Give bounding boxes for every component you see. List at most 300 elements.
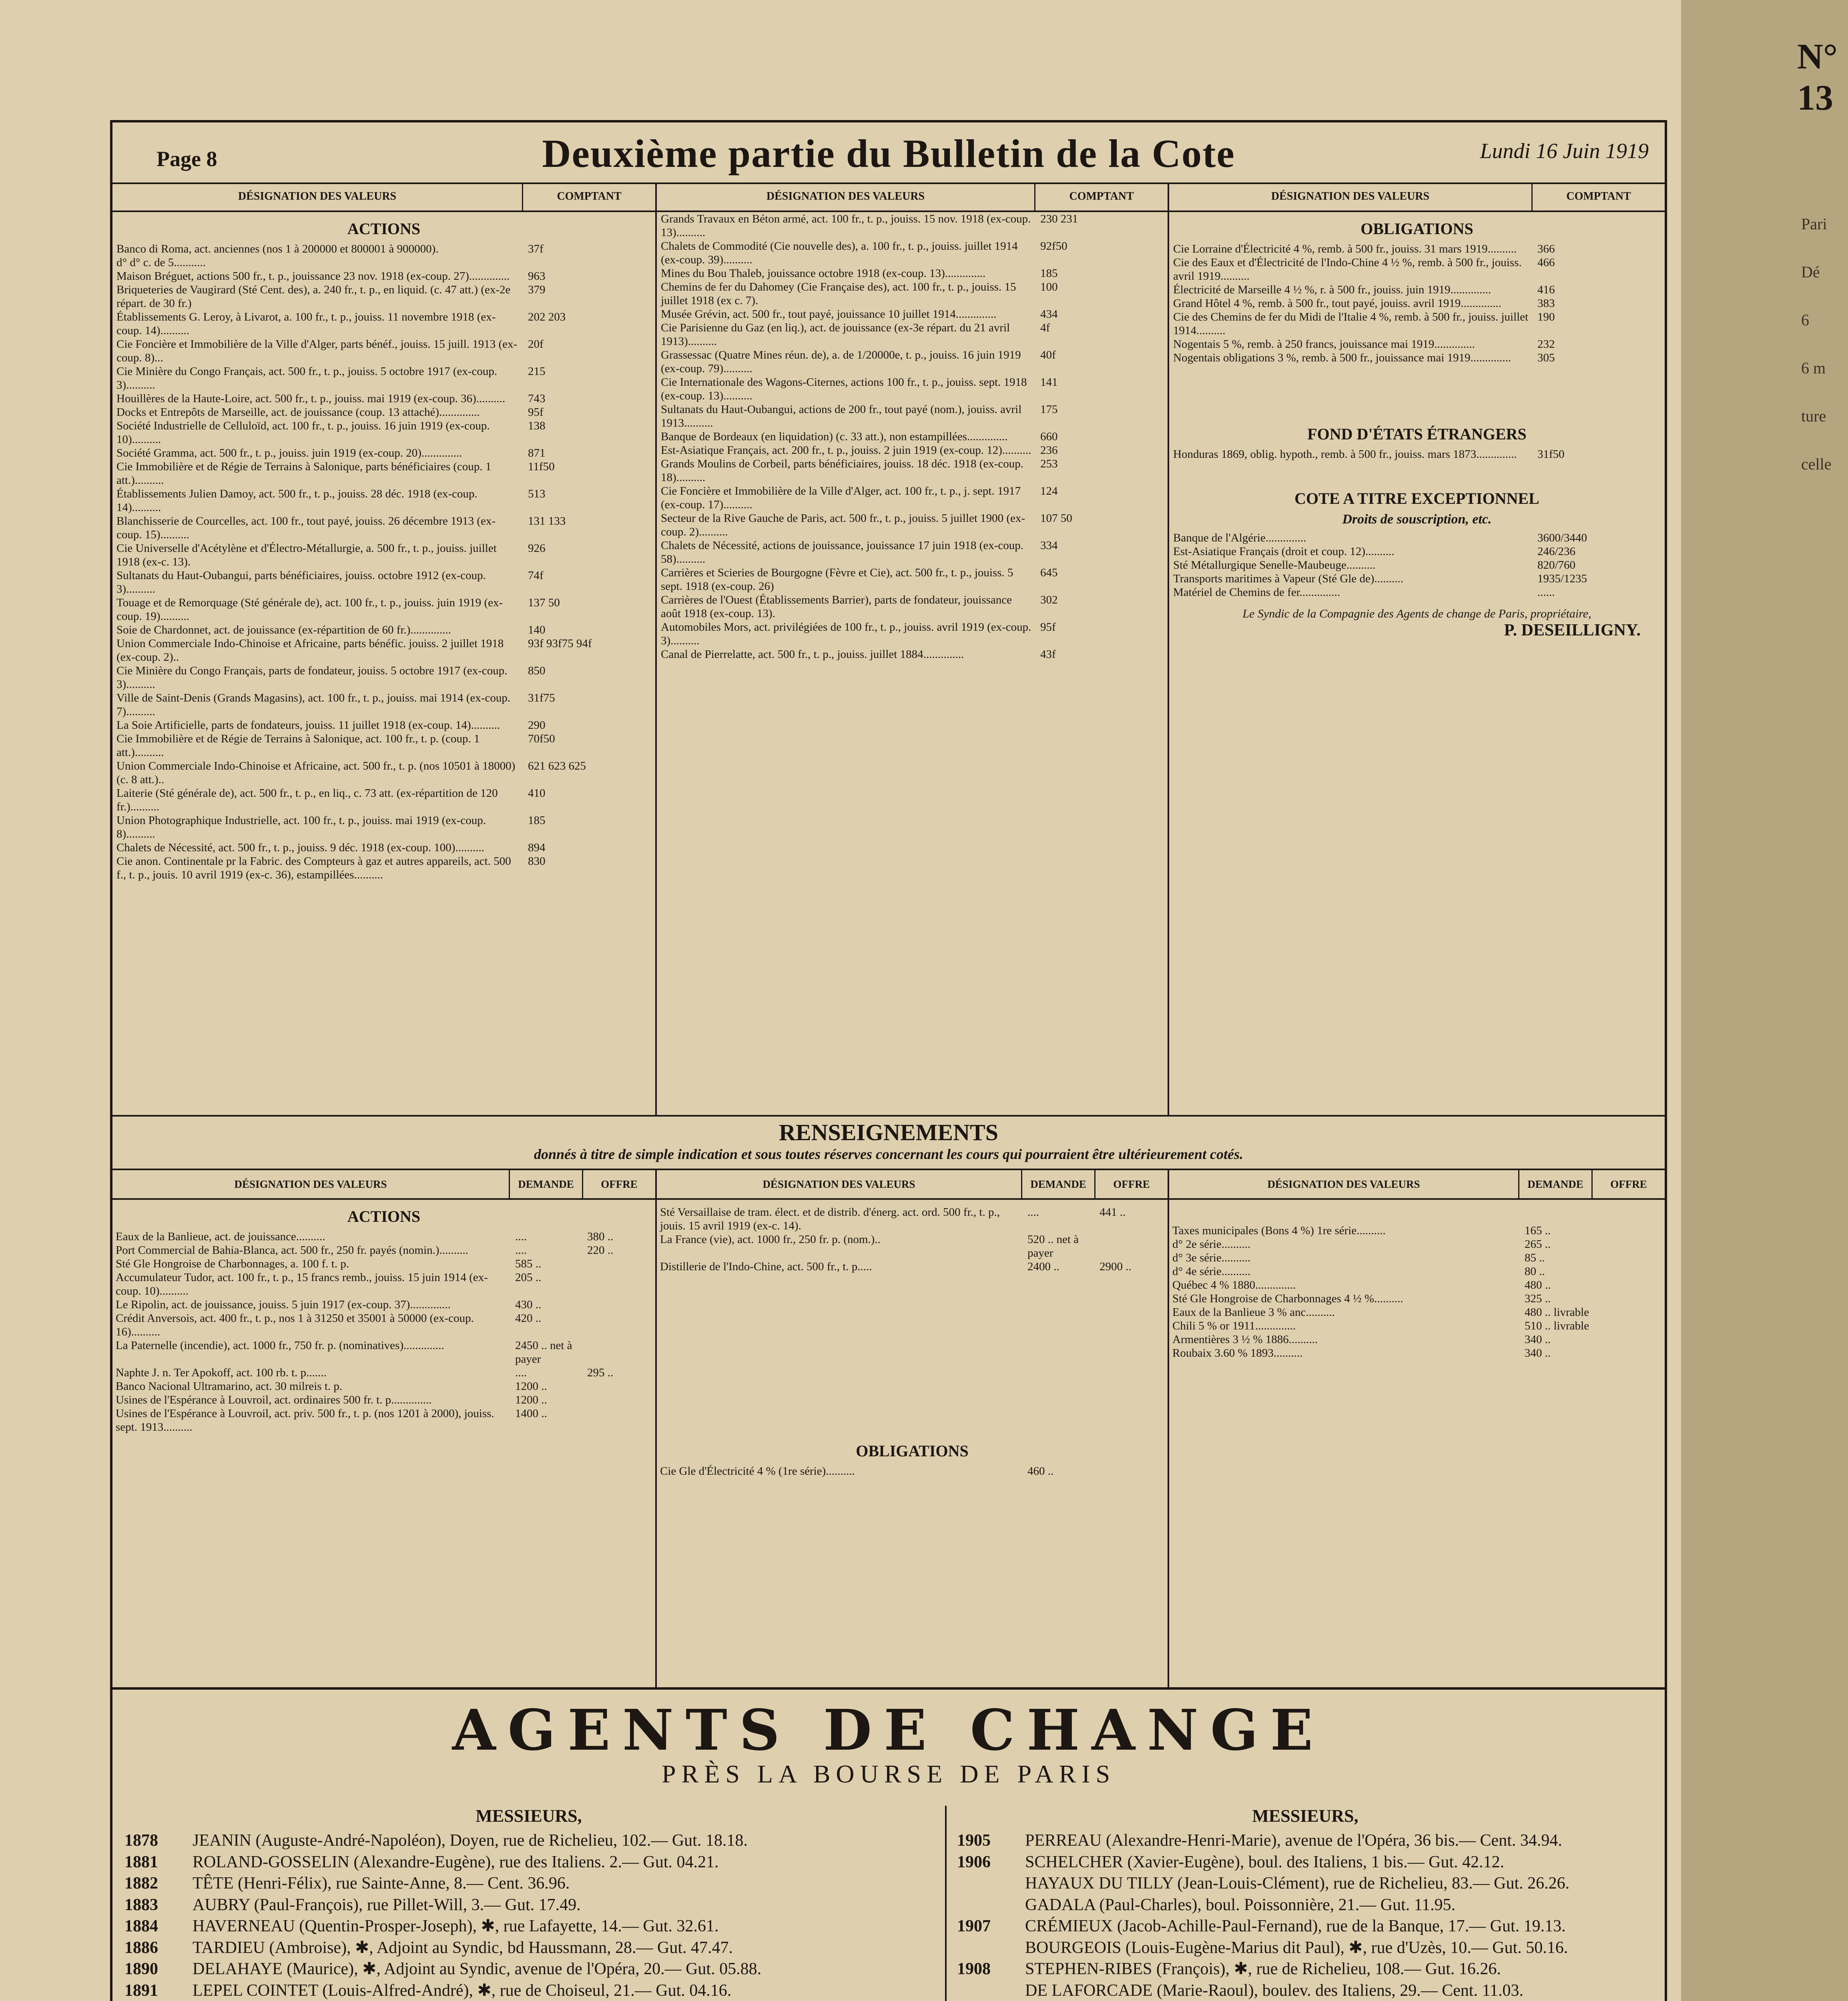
value-row bbox=[657, 457, 1168, 484]
value-designation: Cie Immobilière et de Régie de Terrains à Salonique, parts bénéficiaires (coup. 1 att.).......... bbox=[116, 460, 492, 487]
cote-column-3 bbox=[1169, 182, 1665, 1115]
value-list bbox=[112, 242, 655, 882]
value-price: 31f75 bbox=[528, 692, 555, 704]
agent-details: SCHELCHER (Xavier-Eugène), boul. des Italiens, 1 bis.— Gut. 42.12. bbox=[1025, 1853, 1505, 1871]
value-designation: Grand Hôtel 4 %, remb. à 500 fr., tout payé, jouiss. avril 1919.............. bbox=[1173, 297, 1501, 310]
column-header bbox=[112, 182, 655, 212]
adjacent-page-fragments bbox=[1801, 200, 1845, 800]
value-price: 820/760 bbox=[1537, 559, 1576, 571]
value-designation: Cie Immobilière et de Régie de Terrains à Salonique, act. 100 fr., t. p. (coup. 1 att.).......... bbox=[116, 732, 480, 759]
offre-value: 295 .. bbox=[587, 1366, 614, 1379]
demande-value: 585 .. bbox=[515, 1257, 542, 1270]
section-title-actions: ACTIONS bbox=[347, 220, 421, 238]
renseignement-row bbox=[1169, 1305, 1665, 1319]
demande-value: 430 .. bbox=[515, 1298, 542, 1311]
value-designation: Banque de l'Algérie.............. bbox=[1173, 531, 1306, 544]
agent-details: STEPHEN-RIBES (François), ✱, rue de Richelieu, 108.— Gut. 16.26. bbox=[1025, 1960, 1501, 1978]
value-designation: Québec 4 % 1880.............. bbox=[1172, 1279, 1296, 1291]
value-row bbox=[112, 460, 655, 487]
value-designation: Matériel de Chemins de fer.............. bbox=[1173, 586, 1340, 599]
section-title-etrangers: FOND D'ÉTATS ÉTRANGERS bbox=[1307, 425, 1527, 443]
value-designation: Est-Asiatique Français (droit et coup. 12).......... bbox=[1173, 545, 1395, 558]
agent-year bbox=[953, 1980, 1025, 2001]
renseignements-title: RENSEIGNEMENTS bbox=[779, 1119, 998, 1145]
renseignement-row bbox=[112, 1271, 655, 1298]
demande-value: 165 .. bbox=[1525, 1224, 1551, 1237]
demande-value: 80 .. bbox=[1525, 1265, 1545, 1278]
value-row bbox=[112, 283, 655, 310]
value-designation: Sté Versaillaise de tram. élect. et de distrib. d'énerg. act. ord. 500 fr., t. p., jouis. 15 avril 1919 (ex-c. 14). bbox=[660, 1206, 1000, 1232]
value-list bbox=[1169, 1224, 1665, 1360]
value-designation: Automobiles Mors, act. privilégiées de 100 fr., t. p., jouiss. avril 1919 (ex-coup. 3).......... bbox=[661, 621, 1031, 647]
value-designation: Taxes municipales (Bons 4 %) 1re série.......... bbox=[1172, 1224, 1386, 1237]
renseignement-row bbox=[657, 1260, 1168, 1273]
agents-list bbox=[953, 1830, 1657, 2001]
value-row bbox=[112, 405, 655, 419]
value-designation: La Soie Artificielle, parts de fondateurs, jouiss. 11 juillet 1918 (ex-coup. 14).......... bbox=[116, 719, 500, 732]
value-designation: Établissements G. Leroy, à Livarot, a. 100 fr., t. p., jouiss. 11 novembre 1918 (ex-coup. 14).......... bbox=[116, 311, 496, 337]
value-price: 466 bbox=[1537, 256, 1555, 269]
value-row bbox=[112, 487, 655, 514]
value-price: 140 bbox=[528, 624, 546, 636]
value-price: 92f50 bbox=[1040, 240, 1067, 253]
value-row bbox=[112, 596, 655, 623]
value-price: 43f bbox=[1040, 648, 1056, 661]
value-row bbox=[1169, 585, 1665, 599]
agent-year: 1882 bbox=[124, 1874, 158, 1893]
agent-details: DE LAFORCADE (Marie-Raoul), boulev. des Italiens, 29.— Cent. 11.03. bbox=[1025, 1981, 1524, 2000]
agent-year: 1884 bbox=[124, 1917, 158, 1935]
designation-header: DÉSIGNATION DES VALEURS bbox=[238, 190, 397, 203]
value-price: 232 bbox=[1537, 338, 1555, 351]
value-designation: Établissements Julien Damoy, act. 500 fr., t. p., jouiss. 28 déc. 1918 (ex-coup. 14).......... bbox=[116, 487, 478, 514]
adjacent-page-edge bbox=[1681, 0, 1848, 2001]
value-price: 366 bbox=[1537, 243, 1555, 255]
value-row bbox=[112, 732, 655, 759]
offre-value: 380 .. bbox=[587, 1230, 614, 1243]
agent-year: 1881 bbox=[124, 1853, 158, 1871]
renseignements-column-2 bbox=[657, 1169, 1169, 1689]
agent-year: 1883 bbox=[124, 1895, 158, 1914]
agent-entry bbox=[953, 1916, 1657, 1937]
value-designation: Canal de Pierrelatte, act. 500 fr., t. p., jouiss. juillet 1884.............. bbox=[661, 648, 964, 661]
value-row bbox=[112, 569, 655, 596]
value-row bbox=[112, 392, 655, 405]
value-designation: Laiterie (Sté générale de), act. 500 fr., t. p., en liq., c. 73 att. (ex-répartition de 120 fr.).......... bbox=[116, 787, 498, 813]
column-header bbox=[1169, 182, 1665, 212]
offre-value bbox=[583, 1339, 655, 1366]
renseignement-row bbox=[112, 1339, 655, 1366]
demande-value: 480 .. bbox=[1525, 1279, 1551, 1291]
value-designation: Société Gramma, act. 500 fr., t. p., jouiss. juin 1919 (ex-coup. 20).............. bbox=[116, 447, 462, 459]
value-price: 141 bbox=[1040, 376, 1058, 389]
value-row bbox=[112, 269, 655, 283]
value-designation: Chalets de Nécessité, actions de jouissance, jouissance 17 juin 1918 (ex-coup. 58).......... bbox=[661, 539, 1024, 565]
value-designation: Cie anon. Continentale pr la Fabric. des Compteurs à gaz et autres appareils, act. 500 f., t. p., jouis. 10 avril 1919 (ex-c. 36), estampillées.......... bbox=[116, 855, 511, 881]
value-row bbox=[1169, 310, 1665, 337]
value-price: 305 bbox=[1537, 351, 1555, 364]
value-price: 107 50 bbox=[1040, 512, 1072, 525]
value-row bbox=[112, 310, 655, 337]
value-designation: d° 3e série.......... bbox=[1172, 1251, 1251, 1264]
messieurs-heading: MESSIEURS, bbox=[476, 1806, 582, 1826]
demande-value: 460 .. bbox=[1027, 1465, 1054, 1478]
agent-details: GADALA (Paul-Charles), boul. Poissonnière, 21.— Gut. 11.95. bbox=[1025, 1895, 1456, 1914]
value-price: 894 bbox=[528, 841, 546, 854]
value-price: 850 bbox=[528, 664, 546, 677]
agent-entry bbox=[953, 1980, 1657, 2001]
agent-year bbox=[953, 1937, 1025, 1959]
value-row bbox=[657, 348, 1168, 375]
value-designation: Carrières de l'Ouest (Établissements Barrier), parts de fondateur, jouissance août 1918 (ex-coup. 13). bbox=[661, 593, 1012, 620]
value-designation: Cie Universelle d'Acétylène et d'Électro-Métallurgie, a. 500 fr., t. p., jouiss. juillet 1918 (ex-c. 13). bbox=[116, 542, 497, 568]
agent-details: HAVERNEAU (Quentin-Prosper-Joseph), ✱, rue Lafayette, 14.— Gut. 32.61. bbox=[193, 1917, 719, 1935]
value-row bbox=[1169, 558, 1665, 572]
value-row bbox=[1169, 572, 1665, 585]
agent-year: 1890 bbox=[124, 1960, 158, 1978]
value-designation: Carrières et Scieries de Bourgogne (Fèvre et Cie), act. 500 fr., t. p., jouiss. 5 sept. 1918 (ex-coup. 26) bbox=[661, 566, 1013, 593]
demande-value: 480 .. livrable bbox=[1525, 1306, 1589, 1319]
value-price: 74f bbox=[528, 569, 544, 582]
offre-value bbox=[583, 1271, 655, 1298]
agent-details: DELAHAYE (Maurice), ✱, Adjoint au Syndic, avenue de l'Opéra, 20.— Gut. 05.88. bbox=[193, 1960, 762, 1978]
value-price: 185 bbox=[528, 814, 546, 827]
offre-value: 2900 .. bbox=[1100, 1260, 1132, 1273]
value-list bbox=[657, 1205, 1168, 1273]
renseignements-column-1 bbox=[112, 1169, 657, 1689]
offre-header: OFFRE bbox=[1094, 1170, 1168, 1198]
renseignement-row bbox=[1169, 1265, 1665, 1278]
value-designation: Cie Parisienne du Gaz (en liq.), act. de jouissance (ex-3e répart. du 21 avril 1913).......... bbox=[661, 321, 1010, 348]
value-price: 926 bbox=[528, 542, 546, 555]
demande-value: 205 .. bbox=[515, 1271, 542, 1284]
value-designation: Union Commerciale Indo-Chinoise et Africaine, act. 500 fr., t. p. (nos 10501 à 18000) (c. 8 att.).. bbox=[116, 760, 516, 786]
value-price: ...... bbox=[1537, 586, 1555, 599]
value-row bbox=[1169, 531, 1665, 545]
value-price: 230 231 bbox=[1040, 213, 1078, 225]
value-price: 31f50 bbox=[1537, 448, 1565, 461]
value-row bbox=[112, 419, 655, 446]
renseignement-row bbox=[112, 1407, 655, 1434]
value-row bbox=[657, 443, 1168, 457]
demande-header: DEMANDE bbox=[1021, 1170, 1094, 1198]
agent-year: 1907 bbox=[957, 1917, 991, 1935]
adjacent-page-fragment: 6 m bbox=[1801, 359, 1826, 377]
offre-value bbox=[583, 1393, 655, 1407]
adjacent-page-fragment: celle bbox=[1801, 455, 1832, 473]
agent-year: 1886 bbox=[124, 1938, 158, 1957]
agent-details: AUBRY (Paul-François), rue Pillet-Will, 3.— Gut. 17.49. bbox=[193, 1895, 581, 1914]
demande-value: .... bbox=[515, 1230, 527, 1243]
renseignement-row bbox=[657, 1233, 1168, 1260]
value-designation: La Paternelle (incendie), act. 1000 fr., 750 fr. p. (nominatives).............. bbox=[116, 1339, 444, 1352]
demande-value: 1400 .. bbox=[515, 1407, 547, 1420]
value-price: 215 bbox=[528, 365, 546, 378]
value-designation: Est-Asiatique Français, act. 200 fr., t. p., jouiss. 2 juin 1919 (ex-coup. 12).......... bbox=[661, 444, 1031, 457]
agent-year: 1891 bbox=[124, 1981, 158, 2000]
agents-right-column bbox=[953, 1806, 1657, 2001]
offre-value bbox=[1096, 1233, 1168, 1260]
value-row bbox=[657, 539, 1168, 566]
value-row bbox=[1169, 242, 1665, 256]
demande-value: 340 .. bbox=[1525, 1347, 1551, 1359]
renseignement-row bbox=[112, 1257, 655, 1271]
demande-value: 510 .. livrable bbox=[1525, 1319, 1589, 1332]
value-row bbox=[112, 718, 655, 732]
offre-value bbox=[583, 1311, 655, 1339]
renseignement-row bbox=[112, 1230, 655, 1243]
value-designation: Banco Nacional Ultramarino, act. 30 milreis t. p. bbox=[116, 1380, 343, 1393]
value-designation: Grands Travaux en Béton armé, act. 100 fr., t. p., jouiss. 15 nov. 1918 (ex-coup. 13).......... bbox=[661, 213, 1031, 239]
value-row bbox=[657, 375, 1168, 403]
value-designation: Sté Gle Hongroise de Charbonnages, a. 100 f. t. p. bbox=[116, 1257, 349, 1270]
renseignements-subtitle: donnés à titre de simple indication et sous toutes réserves concernant les cours qui pourraient être ultérieurement cotés. bbox=[534, 1146, 1244, 1162]
agent-year bbox=[953, 1873, 1025, 1895]
value-designation: Eaux de la Banlieue 3 % anc.......... bbox=[1172, 1306, 1335, 1319]
value-price: 434 bbox=[1040, 308, 1058, 321]
value-price: 830 bbox=[528, 855, 546, 868]
value-list bbox=[1169, 531, 1665, 599]
value-price: 660 bbox=[1040, 430, 1058, 443]
offre-value bbox=[1593, 1346, 1665, 1360]
value-row bbox=[112, 786, 655, 814]
agent-entry bbox=[953, 1830, 1657, 1852]
value-designation: Cie des Eaux et d'Électricité de l'Indo-Chine 4 ½ %, remb. à 500 fr., jouiss. avril 1919.......... bbox=[1173, 256, 1522, 283]
renseignement-row bbox=[1169, 1292, 1665, 1305]
renseignement-row bbox=[1169, 1333, 1665, 1346]
value-designation: Briqueteries de Vaugirard (Sté Cent. des), a. 240 fr., t. p., en liquid. (c. 47 att.) (ex-2e répart. de 30 fr.) bbox=[116, 283, 511, 310]
value-row bbox=[112, 814, 655, 841]
value-designation: Cie Minière du Congo Français, parts de fondateur, jouiss. 5 octobre 1917 (ex-coup. 3).......... bbox=[116, 664, 508, 691]
agent-entry bbox=[120, 1980, 937, 2001]
adjacent-page-fragment: 6 bbox=[1801, 311, 1809, 329]
section-subtitle: Droits de souscription, etc. bbox=[1342, 512, 1492, 527]
value-price: 20f bbox=[528, 338, 544, 351]
agent-details: CRÉMIEUX (Jacob-Achille-Paul-Fernand), rue de la Banque, 17.— Gut. 19.13. bbox=[1025, 1917, 1566, 1935]
value-price: 202 203 bbox=[528, 311, 566, 323]
renseignement-row bbox=[112, 1366, 655, 1379]
demande-value: 2450 .. net à payer bbox=[515, 1339, 572, 1365]
value-row bbox=[657, 511, 1168, 539]
agent-year: 1905 bbox=[957, 1831, 991, 1850]
value-price: 124 bbox=[1040, 485, 1058, 497]
offre-value bbox=[583, 1407, 655, 1434]
value-designation: Nogentais obligations 3 %, remb. à 500 fr., jouissance mai 1919.............. bbox=[1173, 351, 1511, 364]
agent-year: 1908 bbox=[957, 1960, 991, 1978]
value-designation: Maison Bréguet, actions 500 fr., t. p., jouissance 23 nov. 1918 (ex-coup. 27).............. bbox=[116, 270, 510, 283]
agent-details: LEPEL COINTET (Louis-Alfred-André), ✱, rue de Choiseul, 21.— Gut. 04.16. bbox=[193, 1981, 732, 2000]
value-designation: Naphte J. n. Ter Apokoff, act. 100 rb. t. p....... bbox=[116, 1366, 327, 1379]
adjacent-page-fragment: ture bbox=[1801, 407, 1826, 425]
value-row bbox=[1169, 447, 1665, 461]
value-price: 1935/1235 bbox=[1537, 572, 1587, 585]
value-designation: Distillerie de l'Indo-Chine, act. 500 fr., t. p..... bbox=[660, 1260, 872, 1273]
page-title: Deuxième partie du Bulletin de la Cote bbox=[542, 131, 1235, 176]
demande-value: .... bbox=[515, 1244, 527, 1257]
agent-entry bbox=[953, 1937, 1657, 1959]
messieurs-heading: MESSIEURS, bbox=[1252, 1806, 1358, 1826]
value-designation: Chili 5 % or 1911.............. bbox=[1172, 1319, 1296, 1332]
agent-details: ROLAND-GOSSELIN (Alexandre-Eugène), rue des Italiens. 2.— Gut. 04.21. bbox=[193, 1853, 719, 1871]
value-price: 290 bbox=[528, 719, 546, 732]
value-designation: Chemins de fer du Dahomey (Cie Française des), act. 100 fr., t. p., jouiss. 15 juillet 1918 (ex c. 7). bbox=[661, 281, 1016, 307]
offre-value: 441 .. bbox=[1100, 1206, 1126, 1219]
agent-entry bbox=[953, 1873, 1657, 1895]
value-price: 871 bbox=[528, 447, 546, 459]
value-price: 379 bbox=[528, 283, 546, 296]
value-row bbox=[657, 307, 1168, 321]
agent-entry bbox=[120, 1830, 937, 1852]
value-designation: Ville de Saint-Denis (Grands Magasins), act. 100 fr., t. p., jouiss. mai 1914 (ex-coup. 7).......... bbox=[116, 692, 511, 718]
value-designation: Soie de Chardonnet, act. de jouissance (ex-répartition de 60 fr.).............. bbox=[116, 624, 451, 636]
value-designation: Électricité de Marseille 4 ½ %, r. à 500 fr., jouiss. juin 1919.............. bbox=[1173, 283, 1491, 296]
value-row bbox=[112, 691, 655, 718]
value-price: 963 bbox=[528, 270, 546, 283]
value-designation: Grassessac (Quatre Mines réun. de), a. de 1/20000e, t. p., jouiss. 16 juin 1919 (ex-coup. 79).......... bbox=[661, 349, 1021, 375]
syndic-signature: P. DESEILLIGNY. bbox=[1504, 621, 1641, 640]
agent-details: TÊTE (Henri-Félix), rue Sainte-Anne, 8.— Cent. 36.96. bbox=[193, 1874, 570, 1893]
section-title-obligations: OBLIGATIONS bbox=[856, 1442, 969, 1460]
renseignement-row bbox=[1169, 1319, 1665, 1333]
renseignement-row bbox=[112, 1311, 655, 1339]
value-price: 190 bbox=[1537, 311, 1555, 323]
value-row bbox=[1169, 545, 1665, 558]
agent-entry bbox=[953, 1852, 1657, 1873]
value-designation: Union Photographique Industrielle, act. 100 fr., t. p., jouiss. mai 1919 (ex-coup. 8).......... bbox=[116, 814, 486, 840]
agent-year: 1906 bbox=[957, 1853, 991, 1871]
demande-value: 340 .. bbox=[1525, 1333, 1551, 1346]
agent-details: HAYAUX DU TILLY (Jean-Louis-Clément), rue de Richelieu, 83.— Gut. 26.26. bbox=[1025, 1874, 1570, 1893]
value-designation: Sté Gle Hongroise de Charbonnages 4 ½ %.......... bbox=[1172, 1292, 1403, 1305]
renseignements-section bbox=[112, 1115, 1665, 1689]
value-designation: Secteur de la Rive Gauche de Paris, act. 500 fr., t. p., jouiss. 5 juillet 1900 (ex-coup. 2).......... bbox=[661, 512, 1025, 538]
value-row bbox=[112, 514, 655, 541]
comptant-header: COMPTANT bbox=[1531, 182, 1665, 211]
value-price: 185 bbox=[1040, 267, 1058, 280]
value-designation: Nogentais 5 %, remb. à 250 francs, jouissance mai 1919.............. bbox=[1173, 338, 1475, 351]
offre-value bbox=[1593, 1265, 1665, 1278]
value-designation: Crédit Anversois, act. 400 fr., t. p., nos 1 à 31250 et 35001 à 50000 (ex-coup. 16).......... bbox=[116, 1312, 474, 1338]
value-row bbox=[657, 484, 1168, 511]
value-row bbox=[657, 212, 1168, 239]
value-designation: Société Industrielle de Celluloïd, act. 100 fr., t. p., jouiss. 16 juin 1919 (ex-coup. 10).......... bbox=[116, 419, 490, 446]
value-price: 131 133 bbox=[528, 515, 566, 527]
renseignement-row bbox=[112, 1393, 655, 1407]
comptant-header: COMPTANT bbox=[1034, 182, 1168, 211]
value-price bbox=[523, 256, 655, 269]
value-price: 246/236 bbox=[1537, 545, 1576, 558]
value-designation: Accumulateur Tudor, act. 100 fr., t. p., 15 francs remb., jouiss. 15 juin 1914 (ex-coup. 10).......... bbox=[116, 1271, 488, 1297]
designation-header: DÉSIGNATION DES VALEURS bbox=[1267, 1178, 1420, 1190]
section-title-obligations: OBLIGATIONS bbox=[1360, 220, 1473, 238]
cote-column-2 bbox=[657, 182, 1169, 1115]
value-row bbox=[112, 242, 655, 256]
value-price: 93f 93f75 94f bbox=[528, 637, 592, 650]
value-designation: Transports maritimes à Vapeur (Sté Gle de).......... bbox=[1173, 572, 1404, 585]
value-price: 11f50 bbox=[528, 460, 555, 473]
comptant-header: COMPTANT bbox=[522, 182, 655, 211]
adjacent-page-fragment: Dé bbox=[1801, 263, 1820, 281]
value-designation: Touage et de Remorquage (Sté générale de), act. 100 fr., t. p., jouiss. juin 1919 (ex-coup. 19).......... bbox=[116, 596, 503, 623]
value-price: 70f50 bbox=[528, 732, 555, 745]
value-designation: Roubaix 3.60 % 1893.......... bbox=[1172, 1347, 1303, 1359]
value-price: 416 bbox=[1537, 283, 1555, 296]
value-price: 4f bbox=[1040, 321, 1050, 334]
offre-value: 220 .. bbox=[587, 1244, 614, 1257]
value-list bbox=[1169, 242, 1665, 365]
value-price: 253 bbox=[1040, 457, 1058, 470]
offre-header: OFFRE bbox=[1591, 1170, 1665, 1198]
value-price: 137 50 bbox=[528, 596, 560, 609]
renseignement-row bbox=[657, 1205, 1168, 1233]
value-designation: Docks et Entrepôts de Marseille, act. de jouissance (coup. 13 attaché).............. bbox=[116, 406, 480, 419]
value-designation: Cie Internationale des Wagons-Citernes, actions 100 fr., t. p., jouiss. sept. 1918 (ex-coup. 13).......... bbox=[661, 376, 1027, 402]
value-row bbox=[112, 841, 655, 854]
value-row bbox=[112, 854, 655, 882]
agent-entry bbox=[120, 1852, 937, 1873]
offre-value bbox=[1593, 1292, 1665, 1305]
designation-header: DÉSIGNATION DES VALEURS bbox=[762, 1178, 915, 1190]
column-header bbox=[1169, 1169, 1665, 1200]
agent-entry bbox=[120, 1937, 937, 1959]
demande-header: DEMANDE bbox=[1518, 1170, 1591, 1198]
renseignement-row bbox=[1169, 1346, 1665, 1360]
value-designation: Usines de l'Espérance à Louvroil, act. priv. 500 fr., t. p. (nos 1201 à 2000), jouiss. sept. 1913.......... bbox=[116, 1407, 494, 1434]
value-designation: Union Commerciale Indo-Chinoise et Africaine, parts bénéfic. jouiss. 2 juillet 1918 (ex-coup. 2).. bbox=[116, 637, 504, 664]
value-designation: La France (vie), act. 1000 fr., 250 fr. p. (nom.).. bbox=[660, 1233, 881, 1246]
value-row bbox=[1169, 351, 1665, 365]
value-row bbox=[657, 620, 1168, 648]
demande-value: 85 .. bbox=[1525, 1251, 1545, 1264]
demande-value: 325 .. bbox=[1525, 1292, 1551, 1305]
agents-title: AGENTS DE CHANGE bbox=[452, 1698, 1325, 1763]
offre-value bbox=[583, 1379, 655, 1393]
section-title-actions: ACTIONS bbox=[347, 1207, 421, 1225]
value-designation: Blanchisserie de Courcelles, act. 100 fr., tout payé, jouiss. 26 décembre 1913 (ex-coup. 15).......... bbox=[116, 515, 496, 541]
value-designation: d° 4e série.......... bbox=[1172, 1265, 1251, 1278]
value-price: 302 bbox=[1040, 593, 1058, 606]
value-list bbox=[1169, 447, 1665, 461]
value-designation: Sultanats du Haut-Oubangui, parts bénéficiaires, jouiss. octobre 1912 (ex-coup. 3).......... bbox=[116, 569, 486, 595]
value-designation: Armentières 3 ½ % 1886.......... bbox=[1172, 1333, 1318, 1346]
offre-value bbox=[1593, 1319, 1665, 1333]
value-designation: Cie Foncière et Immobilière de la Ville d'Alger, parts bénéf., jouiss. 15 juill. 1913 (ex-coup. 8)... bbox=[116, 338, 518, 364]
value-row bbox=[112, 759, 655, 786]
value-row bbox=[112, 365, 655, 392]
value-price: 138 bbox=[528, 419, 546, 432]
agent-details: BOURGEOIS (Louis-Eugène-Marius dit Paul), ✱, rue d'Uzès, 10.— Gut. 50.16. bbox=[1025, 1938, 1568, 1957]
value-designation: Cie Minière du Congo Français, act. 500 fr., t. p., jouiss. 5 octobre 1917 (ex-coup. 3).......... bbox=[116, 365, 498, 391]
demande-value: 520 .. net à payer bbox=[1027, 1233, 1079, 1259]
renseignement-row bbox=[1169, 1237, 1665, 1251]
value-designation: Grands Moulins de Corbeil, parts bénéficiaires, jouiss. 18 déc. 1918 (ex-coup. 18).......... bbox=[661, 457, 1024, 484]
value-designation: Musée Grévin, act. 500 fr., tout payé, jouissance 10 juillet 1914.............. bbox=[661, 308, 997, 321]
renseignement-row bbox=[112, 1243, 655, 1257]
adjacent-page-number: N° 13 bbox=[1797, 37, 1838, 118]
value-row bbox=[112, 256, 655, 269]
agents-subtitle: PRÈS LA BOURSE DE PARIS bbox=[661, 1760, 1116, 1788]
value-row bbox=[1169, 283, 1665, 297]
value-row bbox=[657, 430, 1168, 443]
value-designation: Chalets de Nécessité, act. 500 fr., t. p., jouiss. 9 déc. 1918 (ex-coup. 100).......... bbox=[116, 841, 484, 854]
value-designation: Chalets de Commodité (Cie nouvelle des), a. 100 fr., t. p., jouiss. juillet 1914 (ex-coup. 39).......... bbox=[661, 240, 1018, 266]
value-row bbox=[657, 267, 1168, 280]
value-designation: Banco di Roma, act. anciennes (nos 1 à 200000 et 800001 à 900000). bbox=[116, 243, 439, 255]
demande-value: .... bbox=[515, 1366, 527, 1379]
renseignement-row bbox=[112, 1298, 655, 1311]
value-price: 100 bbox=[1040, 281, 1058, 293]
agent-entry bbox=[953, 1959, 1657, 1980]
